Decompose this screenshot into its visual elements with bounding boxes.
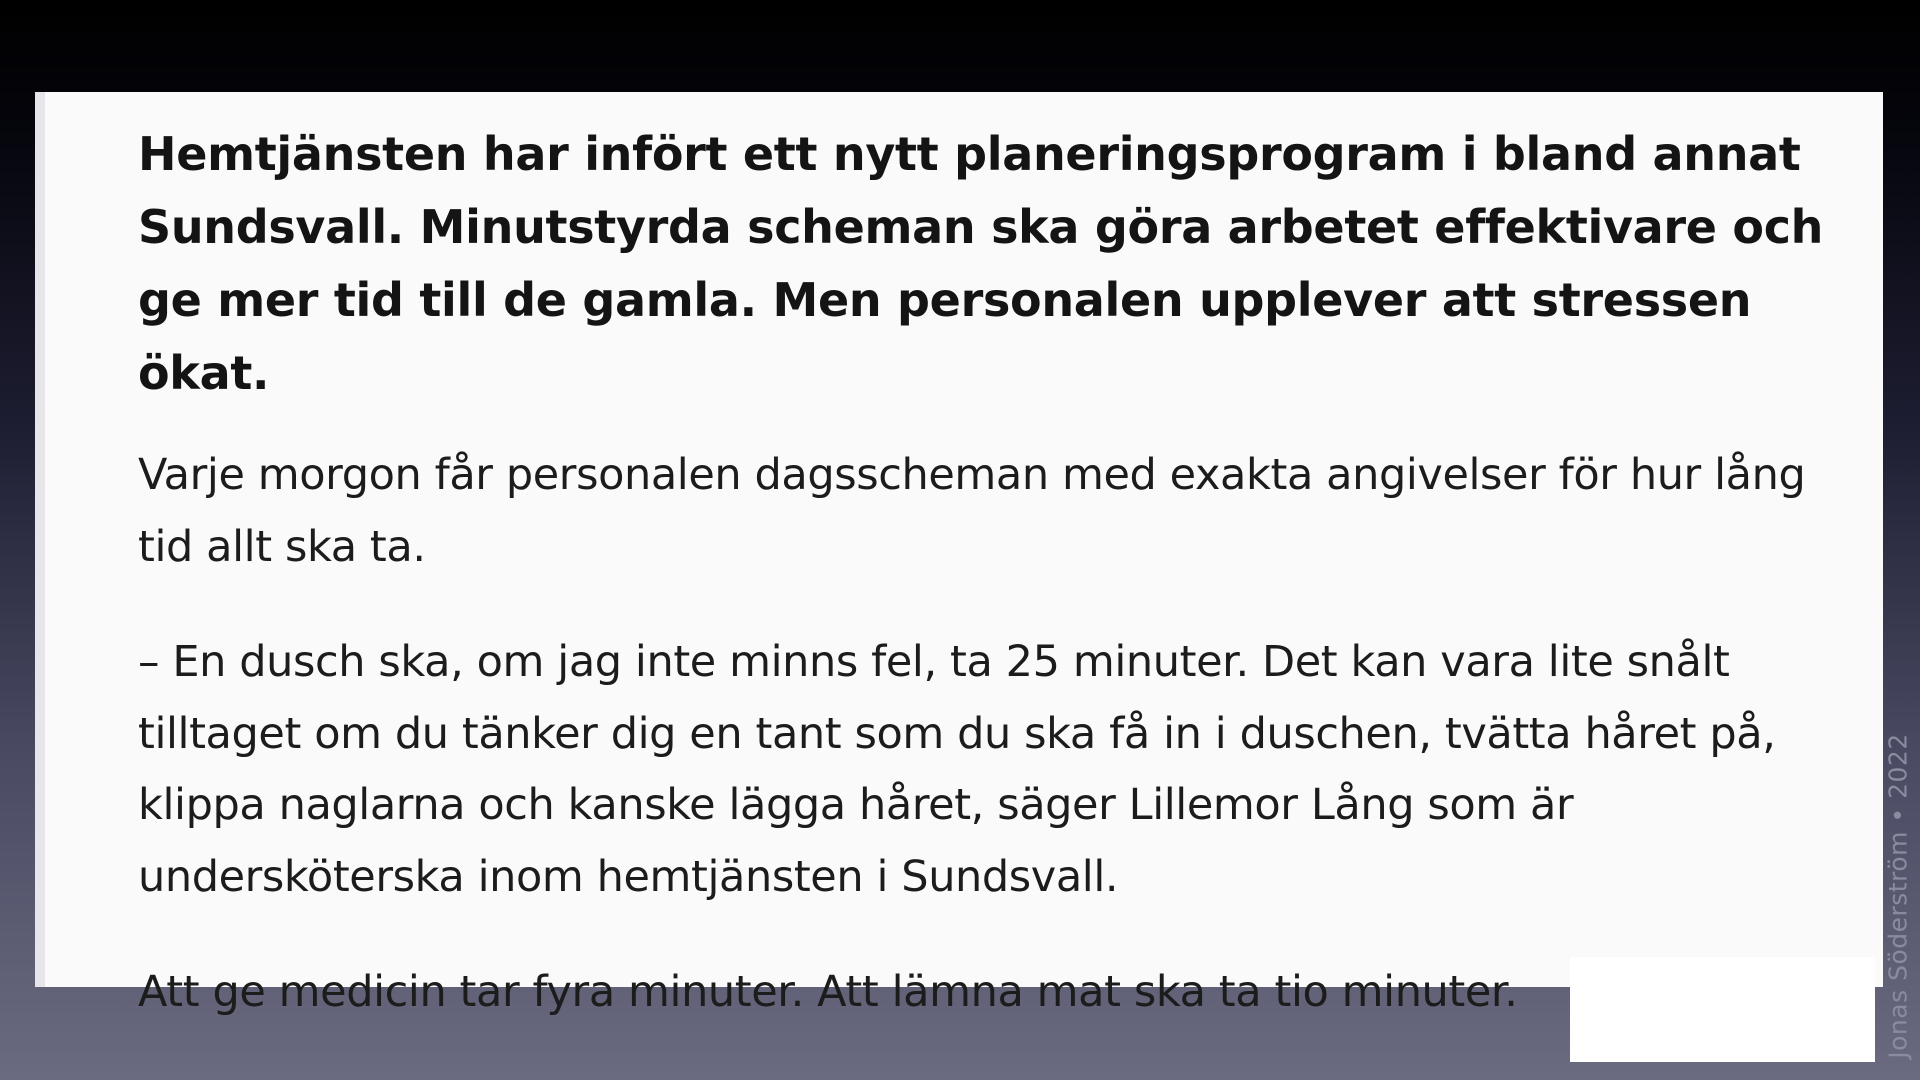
article-lead: Hemtjänsten har infört ett nytt planeringsprogram i bland annat Sundsvall. Minutstyrda scheman ska göra arbetet effektivare och ge mer tid till de gamla. Men personalen upplever att stressen ökat.: [138, 127, 1824, 400]
article-paragraph-2: – En dusch ska, om jag inte minns fel, ta 25 minuter. Det kan vara lite snålt tilltaget om du tänker dig en tant som du ska få in i duschen, tvätta håret på, klippa naglarna och kanske lägga håret, säger Lillemor Lång som är undersköterska inom hemtjänsten i Sundsvall.: [138, 637, 1776, 902]
article-screenshot: [35, 92, 1883, 1017]
article-body: [138, 118, 1868, 1029]
article-paragraph-1: Varje morgon får personalen dagsscheman med exakta angivelser för hur lång tid allt ska ta.: [138, 450, 1806, 572]
article-paragraph-3: Att ge medicin tar fyra minuter. Att lämna mat ska ta tio minuter.: [138, 967, 1518, 1017]
watermark: Jonas Söderström • 2022: [1883, 733, 1913, 1059]
